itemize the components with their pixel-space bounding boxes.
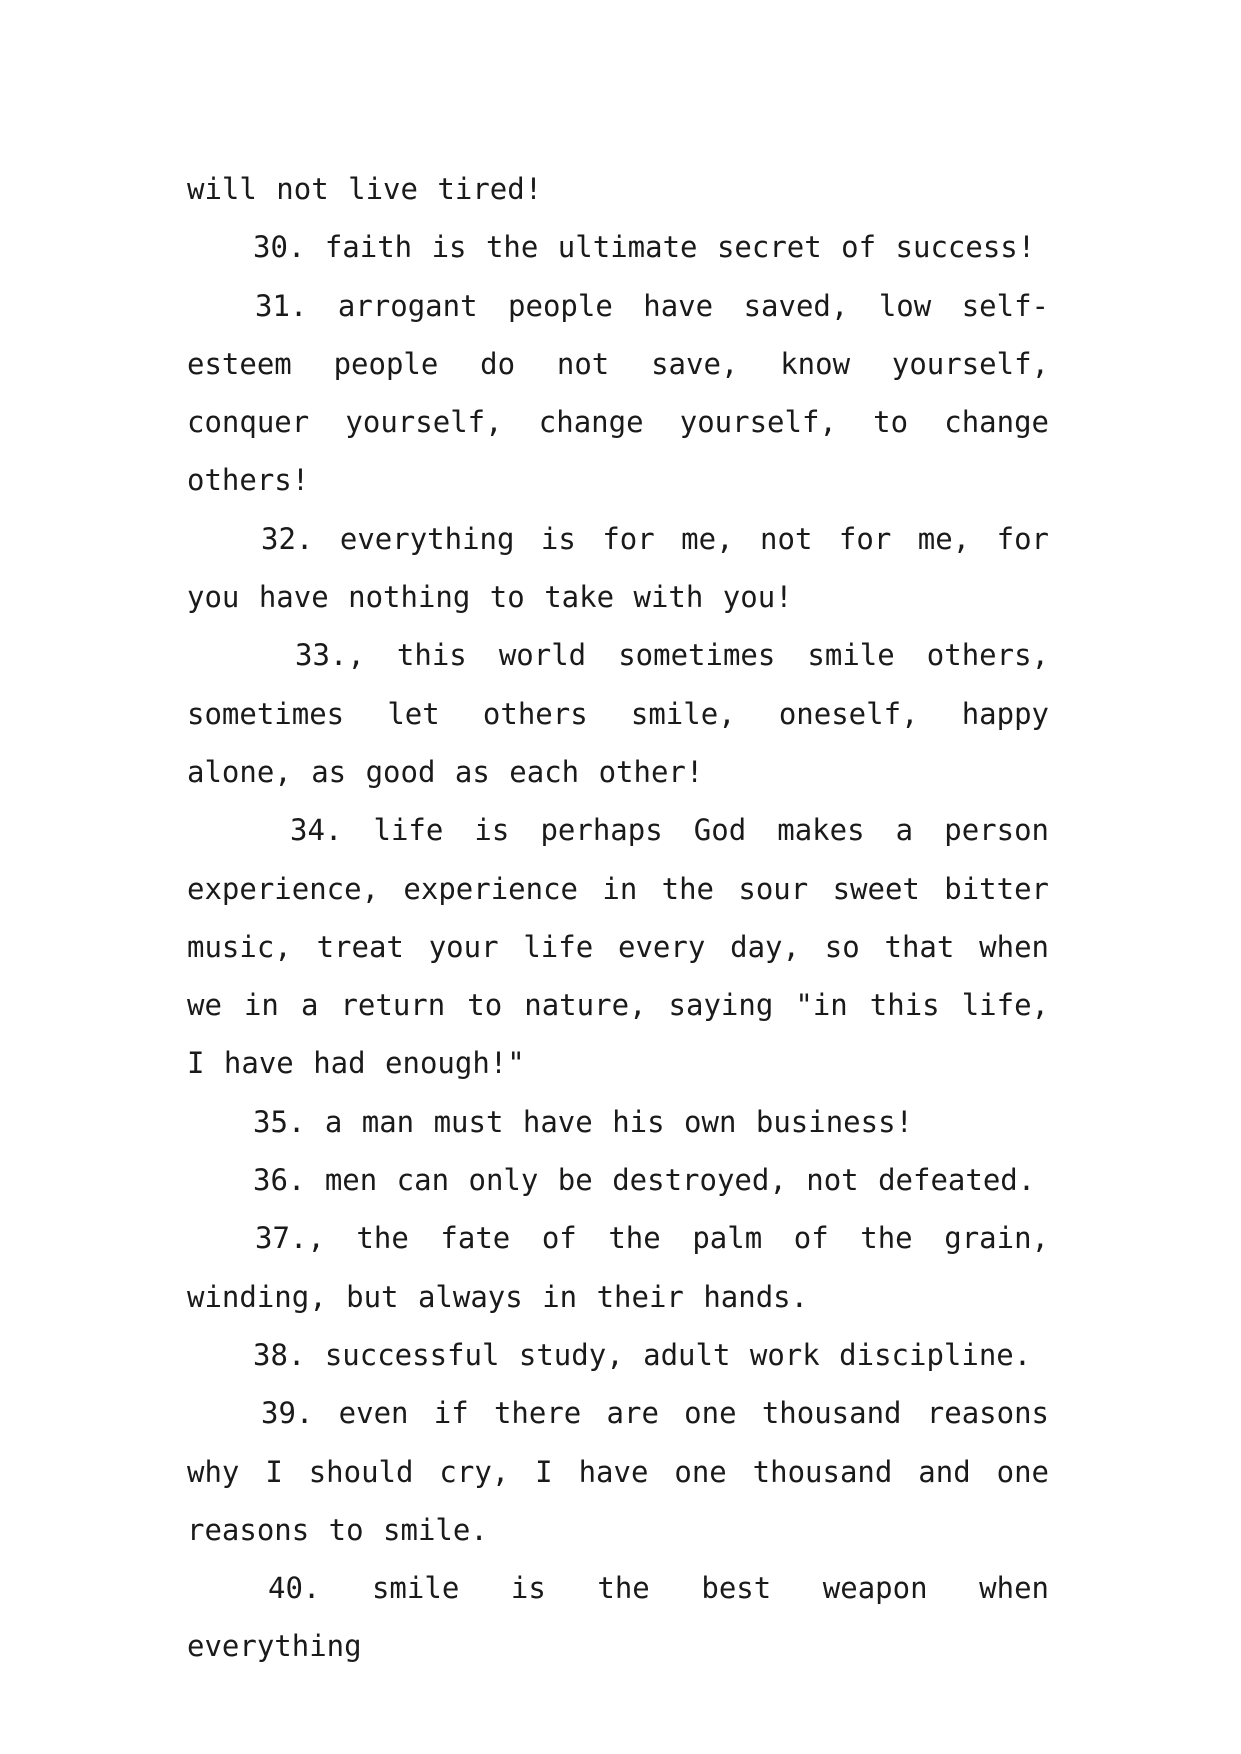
paragraph-32: 32. everything is for me, not for me, for you have nothing to take with you! <box>187 521 1049 615</box>
body-text <box>187 160 1049 1676</box>
paragraph-33: 33., this world sometimes smile others, sometimes let others smile, oneself, happy alone, as good as each other! <box>187 638 1049 789</box>
paragraph-39: 39. even if there are one thousand reasons why I should cry, I have one thousand and one reasons to smile. <box>187 1396 1049 1547</box>
paragraph-37: 37., the fate of the palm of the grain, winding, but always in their hands. <box>187 1221 1049 1314</box>
paragraph-35: 35. a man must have his own business! <box>253 1104 914 1139</box>
paragraph-30: 30. faith is the ultimate secret of success! <box>253 230 1036 265</box>
paragraph-38: 38. successful study, adult work discipline. <box>253 1337 1032 1372</box>
paragraph-36: 36. men can only be destroyed, not defeated. <box>253 1163 1036 1198</box>
paragraph-40: 40. smile is the best weapon when everything <box>187 1571 1049 1664</box>
paragraph-31: 31. arrogant people have saved, low self-esteem people do not save, know yourself, conquer yourself, change yourself, to change others! <box>187 288 1049 498</box>
paragraph-34: 34. life is perhaps God makes a person experience, experience in the sour sweet bitter music, treat your life every day, so that when we in a return to nature, saying "in this life, I have had enough!" <box>187 813 1049 1081</box>
paragraph-29-continuation: will not live tired! <box>187 172 543 206</box>
